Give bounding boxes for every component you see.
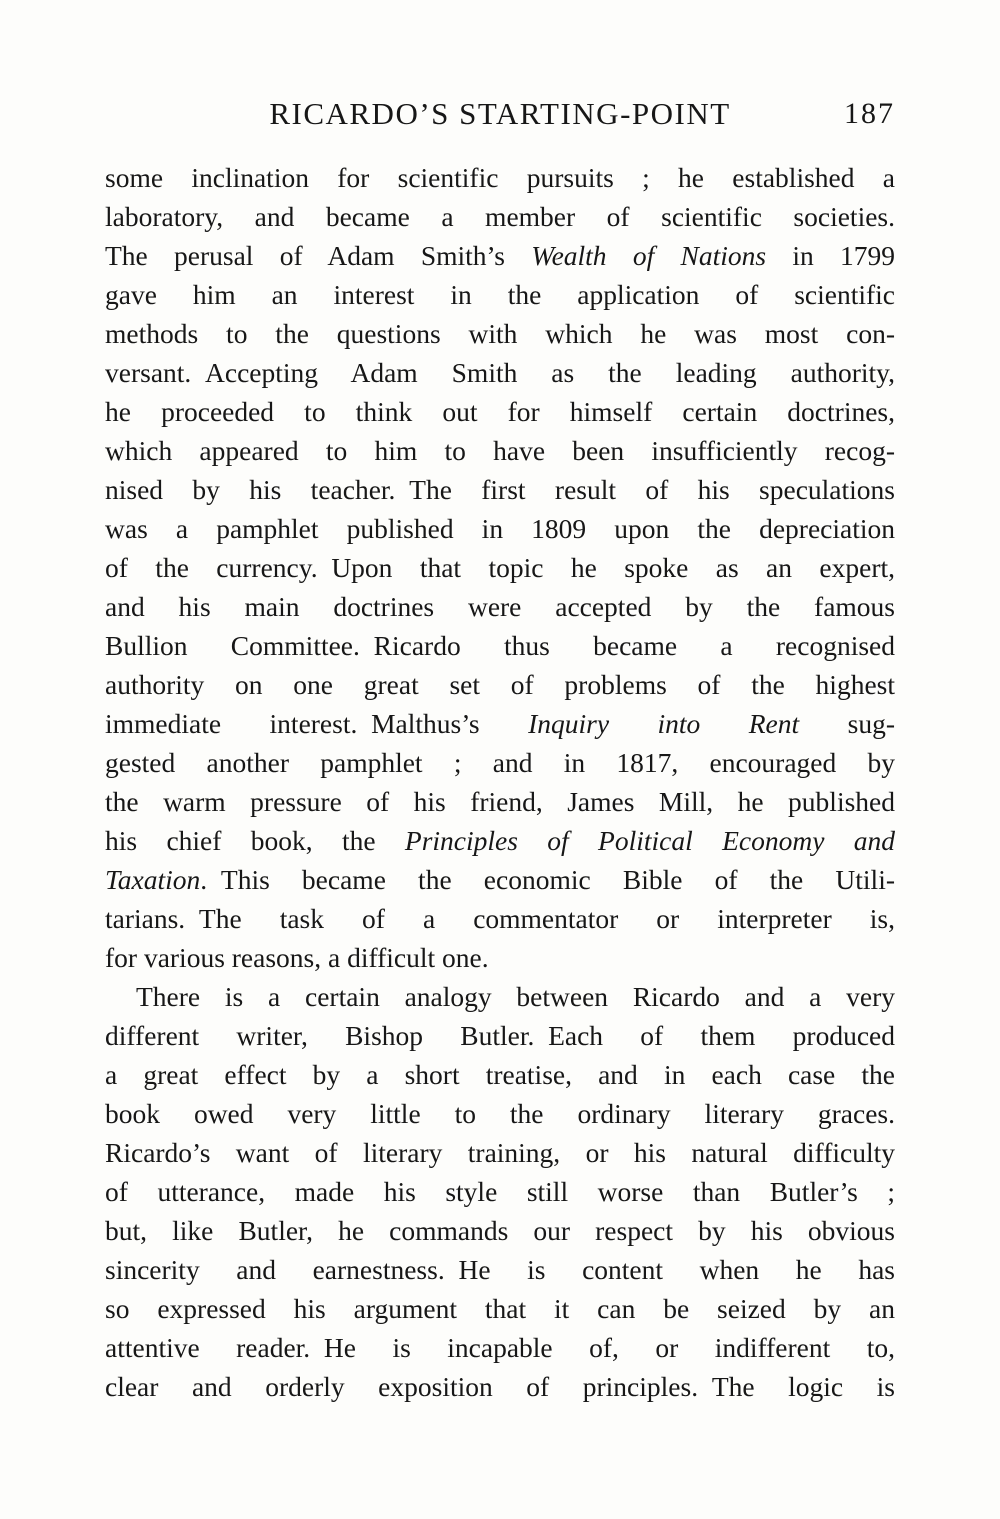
- text-line: [105, 275, 895, 314]
- text-line: [105, 1211, 895, 1250]
- text-segment: his chief book, the: [105, 825, 405, 856]
- text-segment: There is a certain analogy between Ricardo and a very: [136, 981, 895, 1012]
- text-line: [105, 1328, 895, 1367]
- text-segment: of the currency. Upon that topic he spoke as an expert,: [105, 552, 895, 583]
- text-line: [105, 977, 895, 1016]
- text-line: [105, 704, 895, 743]
- text-line: [105, 470, 895, 509]
- text-line: [105, 938, 895, 977]
- text-segment: authority on one great set of problems of the highest: [105, 669, 895, 700]
- text-segment: Ricardo’s want of literary training, or his natural difficulty: [105, 1137, 895, 1168]
- text-line: [105, 548, 895, 587]
- text-segment: some inclination for scientific pursuits ; he established a: [105, 162, 895, 193]
- text-line: [105, 587, 895, 626]
- text-segment: so expressed his argument that it can be seized by an: [105, 1293, 895, 1324]
- text-line: [105, 1055, 895, 1094]
- text-segment: sug-: [799, 708, 895, 739]
- text-segment: tarians. The task of a commentator or interpreter is,: [105, 903, 895, 934]
- text-line: [105, 665, 895, 704]
- text-segment: different writer, Bishop Butler. Each of them produced: [105, 1020, 895, 1051]
- text-line: [105, 158, 895, 197]
- text-segment: which appeared to him to have been insufficiently recog-: [105, 435, 895, 466]
- text-line: [105, 1016, 895, 1055]
- text-segment: laboratory, and became a member of scientific societies.: [105, 201, 895, 232]
- text-segment: but, like Butler, he commands our respect by his obvious: [105, 1215, 895, 1246]
- text-segment: and his main doctrines were accepted by the famous: [105, 591, 895, 622]
- text-line: [105, 821, 895, 860]
- text-segment: sincerity and earnestness. He is content when he has: [105, 1254, 895, 1285]
- text-segment: for various reasons, a difficult one.: [105, 942, 489, 973]
- text-line: [105, 743, 895, 782]
- text-line: [105, 782, 895, 821]
- text-line: [105, 1367, 895, 1406]
- italic-text-segment: Wealth of Nations: [531, 240, 767, 271]
- text-segment: The perusal of Adam Smith’s: [105, 240, 532, 271]
- text-line: [105, 1250, 895, 1289]
- text-segment: gested another pamphlet ; and in 1817, encouraged by: [105, 747, 895, 778]
- italic-text-segment: Taxation: [105, 864, 201, 895]
- text-segment: was a pamphlet published in 1809 upon the depreciation: [105, 513, 895, 544]
- text-segment: nised by his teacher. The first result of his speculations: [105, 474, 895, 505]
- page-number: 187: [844, 97, 895, 130]
- text-segment: immediate interest. Malthus’s: [105, 708, 529, 739]
- text-segment: book owed very little to the ordinary literary graces.: [105, 1098, 895, 1129]
- text-line: [105, 1289, 895, 1328]
- text-line: [105, 1172, 895, 1211]
- text-line: [105, 197, 895, 236]
- text-segment: of utterance, made his style still worse than Butler’s ;: [105, 1176, 895, 1207]
- text-line: [105, 509, 895, 548]
- text-segment: . This became the economic Bible of the Utili-: [200, 864, 895, 895]
- text-segment: the warm pressure of his friend, James Mill, he published: [105, 786, 895, 817]
- text-segment: versant. Accepting Adam Smith as the leading authority,: [105, 357, 895, 388]
- text-line: [105, 860, 895, 899]
- text-segment: Bullion Committee. Ricardo thus became a recognised: [105, 630, 895, 661]
- text-line: [105, 353, 895, 392]
- text-line: [105, 1094, 895, 1133]
- text-line: [105, 1133, 895, 1172]
- text-line: [105, 431, 895, 470]
- text-segment: in 1799: [766, 240, 895, 271]
- text-line: [105, 392, 895, 431]
- text-line: [105, 899, 895, 938]
- text-segment: gave him an interest in the application of scientific: [105, 279, 895, 310]
- text-segment: clear and orderly exposition of principles. The logic is: [105, 1371, 895, 1402]
- page-header: [105, 94, 895, 134]
- text-segment: a great effect by a short treatise, and in each case the: [105, 1059, 895, 1090]
- body-text: [105, 158, 895, 1406]
- text-line: [105, 314, 895, 353]
- text-segment: attentive reader. He is incapable of, or indifferent to,: [105, 1332, 895, 1363]
- text-line: [105, 626, 895, 665]
- italic-text-segment: Inquiry into Rent: [528, 708, 800, 739]
- text-segment: he proceeded to think out for himself certain doctrines,: [105, 396, 895, 427]
- text-segment: methods to the questions with which he was most con-: [105, 318, 895, 349]
- italic-text-segment: Principles of Political Economy and: [404, 825, 895, 856]
- running-title: RICARDO’S STARTING-POINT: [269, 96, 731, 131]
- text-line: [105, 236, 895, 275]
